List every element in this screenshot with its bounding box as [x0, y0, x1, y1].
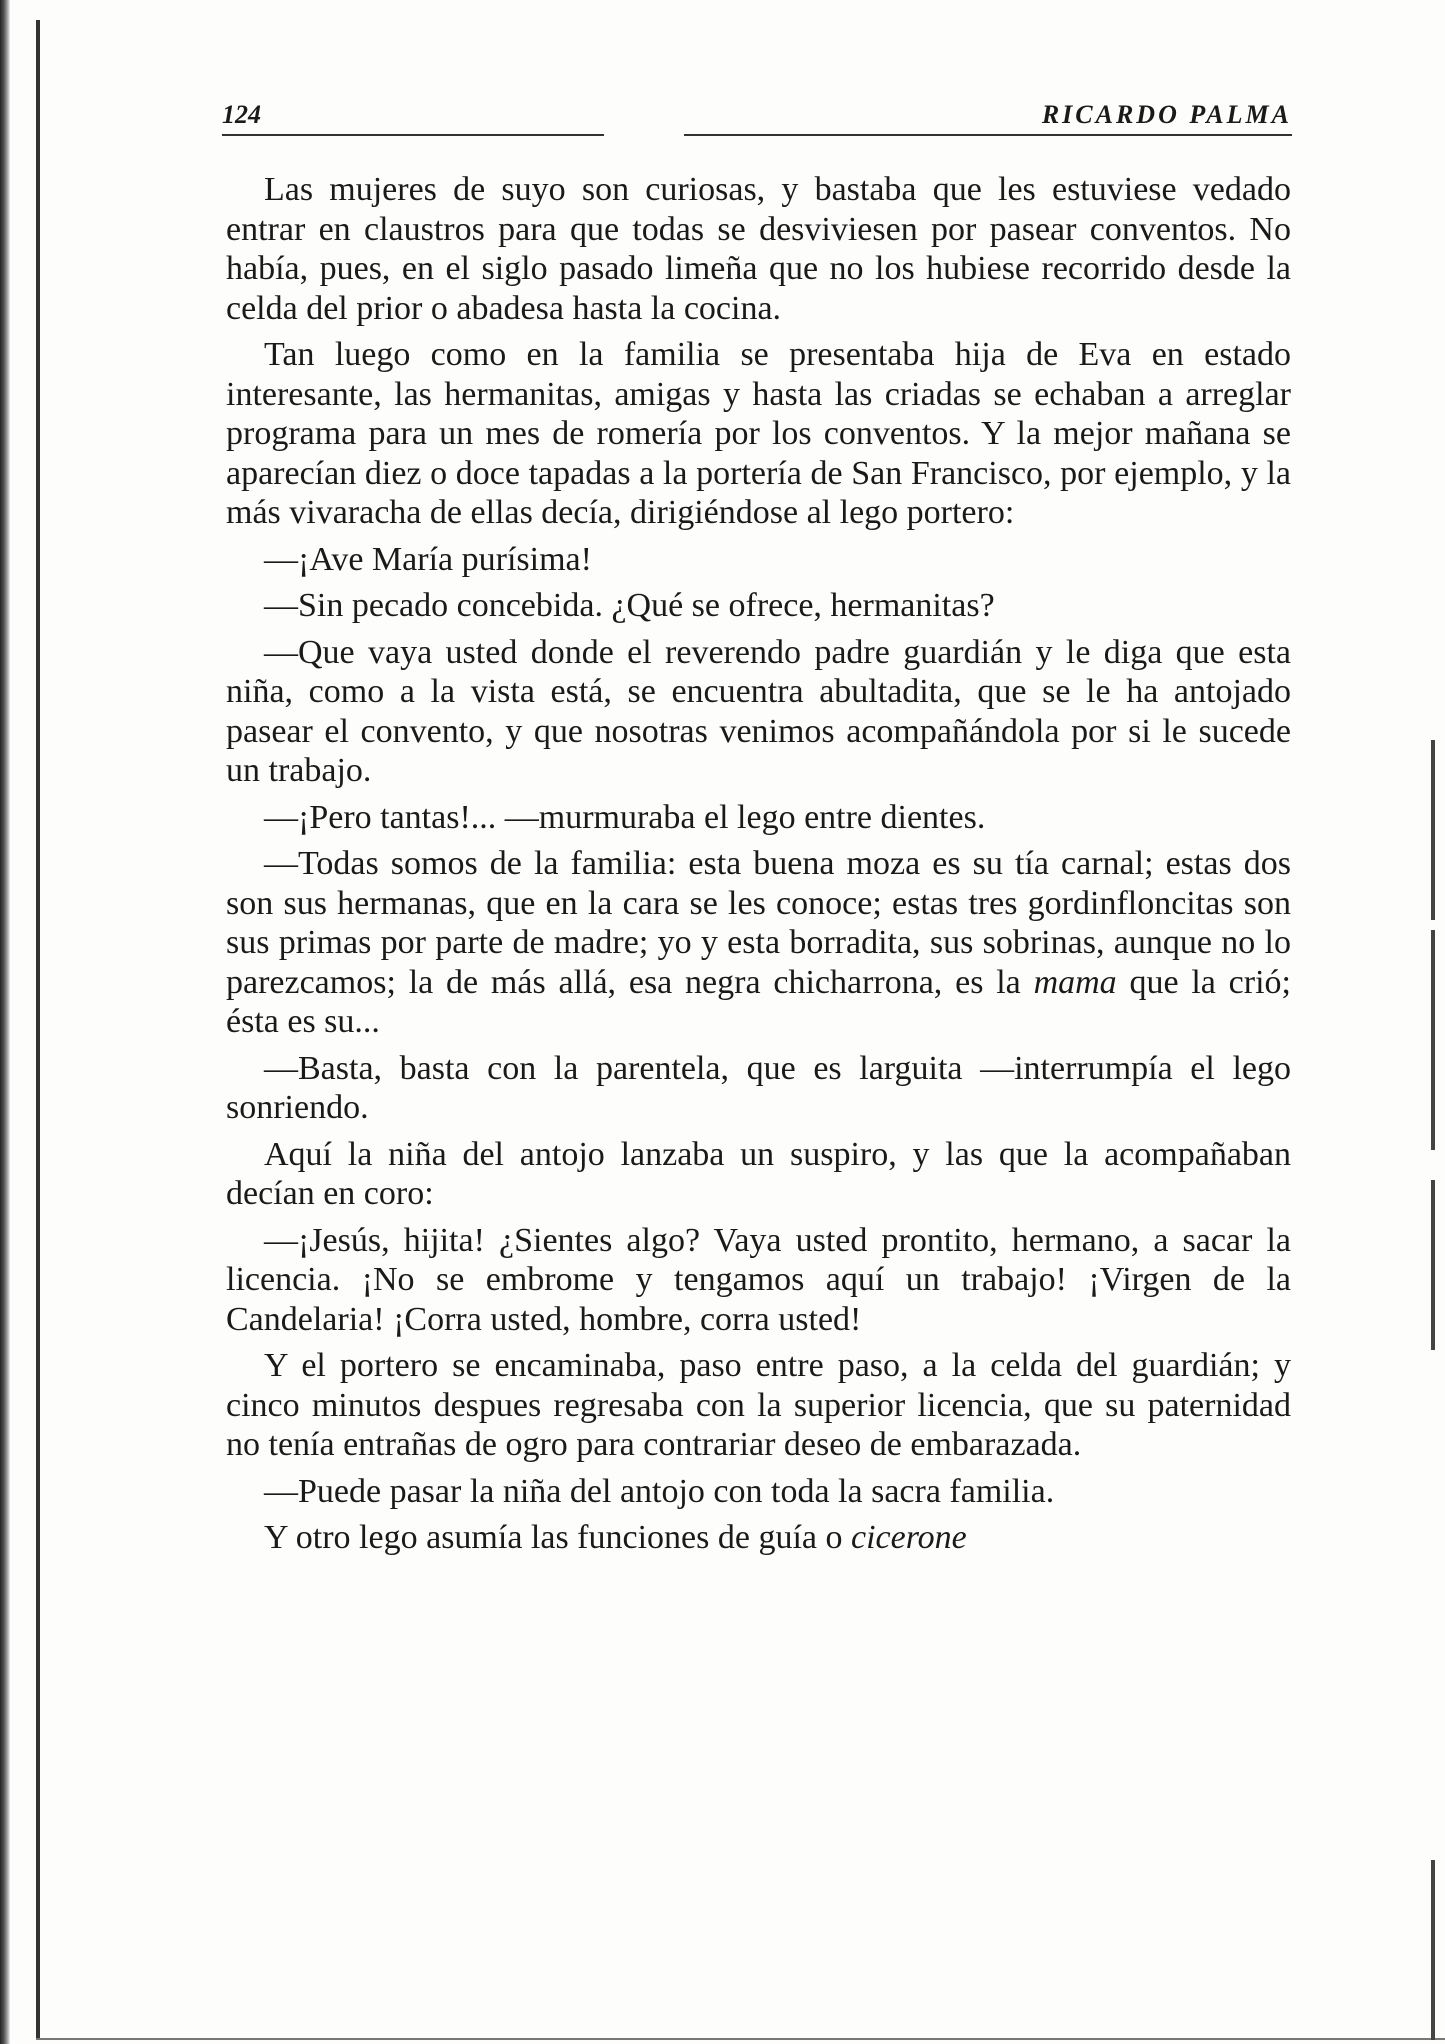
header-rule-right	[684, 134, 1292, 136]
dialogue-line	[226, 844, 1291, 1042]
dialogue-line: —¡Pero tantas!... —murmuraba el lego entre dientes.	[264, 798, 986, 836]
book-gutter-line	[36, 20, 40, 2040]
page-bottom-edge	[36, 2038, 1445, 2040]
page-edge-mark	[1431, 1860, 1435, 2040]
text-run: Y otro lego asumía las funciones de guía o	[264, 1519, 851, 1556]
italic-word: mama	[1033, 963, 1117, 1001]
book-binding-shadow	[0, 0, 10, 2044]
dialogue-line: —Basta, basta con la parentela, que es larguita —interrumpía el lego sonriendo.	[226, 1049, 1291, 1126]
page-edge-mark	[1431, 1180, 1435, 1350]
dialogue-line: —Puede pasar la niña del antojo con toda la sacra familia.	[264, 1472, 1055, 1510]
text-run: —Todas somos de la familia: esta buena moza es su tía carnal; estas dos son sus hermanas, que en la cara se les conoce; estas tres gordinfloncitas son sus primas por parte de madre; yo y esta borradita, sus sobrinas, aunque no lo parezcamos; la de más allá, esa negra chicharrona, es la	[226, 845, 1291, 1001]
page-edge-mark	[1431, 930, 1435, 1150]
paragraph: Tan luego como en la familia se presentaba hija de Eva en estado interesante, las hermanitas, amigas y hasta las criadas se echaban a arreglar programa para un mes de romería por los conventos. Y la mejor mañana se aparecían diez o doce tapadas a la portería de San Francisco, por ejemplo, y la más vivaracha de ellas decía, dirigiéndose al lego portero:	[226, 336, 1291, 531]
dialogue-line: —Sin pecado concebida. ¿Qué se ofrece, hermanitas?	[264, 587, 995, 624]
paragraph	[226, 1518, 1291, 1558]
body-text	[226, 170, 1291, 1565]
paragraph: Las mujeres de suyo son curiosas, y bastaba que les estuviese vedado entrar en claustros para que todas se desviviesen por pasear conventos. No había, pues, en el siglo pasado limeña que no los hubiese recorrido desde la celda del prior o abadesa hasta la cocina.	[226, 171, 1291, 327]
dialogue-line: —¡Ave María purísima!	[264, 540, 592, 578]
header-rule-left	[222, 134, 604, 136]
running-head-author: RICARDO PALMA	[1041, 100, 1292, 129]
paragraph: Aquí la niña del antojo lanzaba un suspiro, y las que la acompañaban decían en coro:	[226, 1135, 1291, 1212]
dialogue-line: —Que vaya usted donde el reverendo padre guardián y le diga que esta niña, como a la vista está, se encuentra abultadita, que se le ha antojado pasear el convento, y que nosotras venimos acompañándola por si le sucede un trabajo.	[226, 633, 1291, 789]
paragraph: Y el portero se encaminaba, paso entre paso, a la celda del guardián; y cinco minutos despues regresaba con la superior licencia, que su paternidad no tenía entrañas de ogro para contrariar deseo de embarazada.	[226, 1347, 1291, 1463]
text-run: que la crió; ésta es su...	[226, 963, 1291, 1040]
page-header	[222, 100, 1292, 136]
page-edge-mark	[1431, 740, 1435, 920]
dialogue-line: —¡Jesús, hijita! ¿Sientes algo? Vaya usted prontito, hermano, a sacar la licencia. ¡No se embrome y tengamos aquí un trabajo! ¡Virgen de la Candelaria! ¡Corra usted, hombre, corra usted!	[226, 1221, 1291, 1338]
italic-word: cicerone	[850, 1519, 967, 1556]
page-number: 124	[222, 100, 261, 129]
